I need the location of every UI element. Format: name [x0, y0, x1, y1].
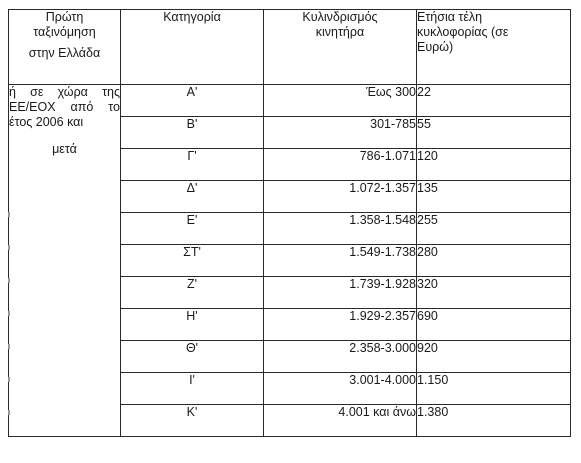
capacity-cell: 1.929-2.357 — [264, 309, 417, 341]
capacity-cell: 786-1.071 — [264, 149, 417, 181]
first-registration-eu-line: ΕΕ/ΕΟΧ από το — [9, 100, 120, 114]
capacity-cell: 301-785 — [264, 117, 417, 149]
first-registration-eu-line: έτος 2006 και — [9, 115, 84, 129]
category-cell: Κ' — [121, 405, 264, 437]
edge-mark — [8, 245, 10, 250]
edge-mark — [8, 344, 10, 349]
fee-cell: 1.150 — [417, 373, 571, 405]
category-cell: Θ' — [121, 341, 264, 373]
capacity-cell: 1.549-1.738 — [264, 245, 417, 277]
fee-cell: 120 — [417, 149, 571, 181]
fee-cell: 255 — [417, 213, 571, 245]
header-engine-capacity — [264, 10, 417, 85]
category-cell: Ζ' — [121, 277, 264, 309]
capacity-cell: 1.072-1.357 — [264, 181, 417, 213]
fee-cell: 280 — [417, 245, 571, 277]
fee-cell: 22 — [417, 85, 571, 117]
table-row — [9, 85, 571, 117]
header-first-registration-line: Πρώτη — [45, 10, 84, 24]
capacity-cell: 3.001-4.000 — [264, 373, 417, 405]
header-annual-fees — [417, 10, 571, 85]
fee-cell: 1.380 — [417, 405, 571, 437]
header-first-registration-line: στην Ελλάδα — [28, 46, 101, 60]
first-registration-eu-cell — [9, 85, 121, 437]
fee-cell: 55 — [417, 117, 571, 149]
header-first-registration — [9, 10, 121, 85]
category-cell: Γ' — [121, 149, 264, 181]
header-first-registration-line: ταξινόμηση — [33, 25, 96, 39]
first-registration-eu-line: ή σε χώρα της — [9, 85, 120, 99]
fee-cell: 690 — [417, 309, 571, 341]
edge-mark — [8, 377, 10, 382]
header-annual-fees-line: κυκλοφορίας (σε — [417, 25, 509, 39]
edge-mark — [8, 410, 10, 415]
header-annual-fees-line: Ετήσια τέλη — [417, 10, 483, 24]
capacity-cell: 1.739-1.928 — [264, 277, 417, 309]
edge-mark — [8, 212, 10, 217]
fee-cell: 320 — [417, 277, 571, 309]
category-cell: Ε' — [121, 213, 264, 245]
category-cell: Α' — [121, 85, 264, 117]
category-cell: Ι' — [121, 373, 264, 405]
capacity-cell: 2.358-3.000 — [264, 341, 417, 373]
header-category: Κατηγορία — [121, 10, 264, 85]
fee-cell: 135 — [417, 181, 571, 213]
edge-mark — [8, 278, 10, 283]
header-engine-capacity-line: κινητήρα — [315, 25, 365, 39]
category-cell: Β' — [121, 117, 264, 149]
edge-mark — [8, 311, 10, 316]
category-cell: Η' — [121, 309, 264, 341]
fee-cell: 920 — [417, 341, 571, 373]
capacity-cell: Έως 300 — [264, 85, 417, 117]
table-header-row — [9, 10, 571, 85]
capacity-cell: 1.358-1.548 — [264, 213, 417, 245]
header-annual-fees-line: Ευρώ) — [417, 40, 454, 54]
circulation-fees-table — [8, 9, 571, 437]
category-cell: ΣΤ' — [121, 245, 264, 277]
category-cell: Δ' — [121, 181, 264, 213]
header-engine-capacity-line: Κυλινδρισμός — [302, 10, 378, 24]
first-registration-eu-line: μετά — [52, 142, 77, 156]
capacity-cell: 4.001 και άνω — [264, 405, 417, 437]
